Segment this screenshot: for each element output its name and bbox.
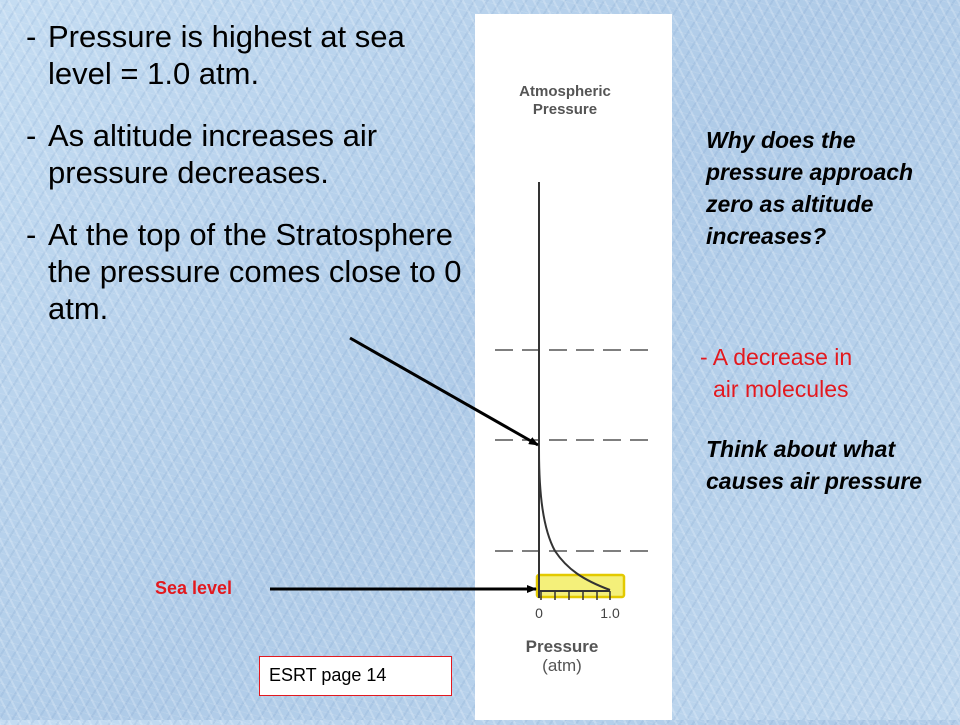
sea-level-label: Sea level bbox=[155, 578, 233, 598]
axis-label: Pressure bbox=[525, 637, 599, 656]
bullet-dash: - bbox=[26, 217, 37, 252]
tick-label-zero: 0 bbox=[535, 605, 543, 621]
bullet-dash: - bbox=[26, 118, 37, 153]
think-prompt: Think about what causes air pressure bbox=[706, 436, 923, 494]
esrt-reference-box: ESRT page 14 bbox=[259, 656, 452, 696]
tick-label-one: 1.0 bbox=[600, 605, 620, 621]
bullet-text: As altitude increases air pressure decreases. bbox=[48, 118, 378, 190]
axis-unit: (atm) bbox=[542, 656, 582, 675]
diagram-title-line2: Pressure bbox=[532, 101, 598, 118]
question-text: Why does the pressure approach zero as altitude increases? bbox=[706, 127, 914, 249]
stratosphere-arrow bbox=[350, 338, 538, 445]
answer-line2: air molecules bbox=[713, 376, 849, 402]
diagram-title-line1: Atmospheric bbox=[519, 83, 611, 100]
bullet-text: At the top of the Stratosphere the pressure comes close to 0 atm. bbox=[48, 217, 462, 326]
bullet-text: Pressure is highest at sea level = 1.0 atm. bbox=[48, 19, 405, 91]
answer-line1: - A decrease in bbox=[700, 344, 853, 370]
bullet-dash: - bbox=[26, 19, 37, 54]
